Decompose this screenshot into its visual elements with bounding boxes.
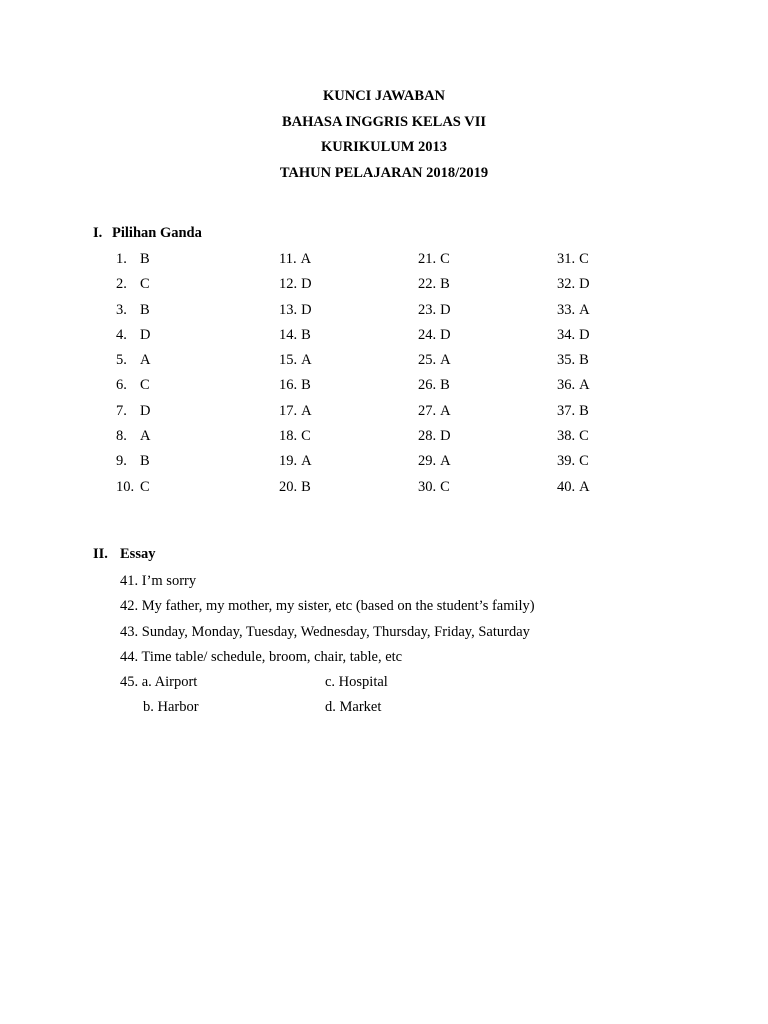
section-heading-essay	[93, 546, 155, 563]
answer-column-3	[418, 249, 451, 502]
title-line-1: KUNCI JAWABAN	[322, 88, 446, 104]
answer-letter: A	[440, 352, 451, 369]
question-number: 13.	[279, 301, 298, 318]
answer-item	[557, 451, 590, 476]
answer-letter: A	[140, 352, 151, 369]
answer-letter: D	[440, 428, 451, 445]
answer-item	[116, 325, 150, 350]
answer-letter: D	[579, 276, 590, 293]
question-number: 18.	[279, 428, 298, 445]
answer-item	[418, 451, 451, 476]
question-number: 32.	[557, 276, 576, 293]
question-number: 31.	[557, 251, 576, 267]
question-number: 19.	[279, 453, 298, 470]
answer-item	[116, 249, 150, 274]
question-number: 39.	[557, 453, 576, 470]
answer-item	[116, 375, 150, 400]
question-number: 28.	[418, 428, 437, 445]
answer-letter: A	[140, 428, 151, 445]
question-number: 26.	[418, 377, 437, 394]
answer-letter: D	[301, 276, 312, 293]
essay-answer-44: 44. Time table/ schedule, broom, chair, table, etc	[120, 648, 403, 665]
question-number: 36.	[557, 377, 576, 394]
question-number: 23.	[418, 301, 437, 318]
answer-item	[557, 401, 590, 426]
answer-item	[279, 477, 312, 502]
essay-option-d: d. Market	[325, 699, 382, 716]
question-number: 4.	[116, 326, 127, 343]
essay-answer-45-row-2	[120, 697, 535, 722]
answer-letter: D	[140, 326, 151, 343]
answer-letter: D	[579, 326, 590, 343]
answer-letter: C	[579, 453, 589, 470]
answer-letter: B	[301, 377, 311, 394]
question-number: 40.	[557, 478, 576, 495]
question-number: 29.	[418, 453, 437, 470]
answer-letter: C	[140, 276, 150, 293]
answer-letter: B	[440, 276, 450, 293]
essay-option-b: b. Harbor	[143, 699, 199, 716]
answer-item	[418, 350, 451, 375]
answer-item	[418, 401, 451, 426]
question-number: 11.	[279, 251, 297, 267]
answer-letter: D	[440, 326, 451, 343]
question-number: 14.	[279, 326, 298, 343]
essay-option-a: a. Airport	[141, 674, 198, 691]
answer-item	[418, 249, 451, 274]
section-title: Pilihan Ganda	[112, 225, 202, 241]
answer-letter: B	[140, 251, 150, 267]
answer-column-4	[557, 249, 590, 502]
answer-item	[279, 401, 312, 426]
question-number: 35.	[557, 352, 576, 369]
answer-letter: B	[301, 326, 311, 343]
answer-item	[557, 325, 590, 350]
answer-item	[557, 274, 590, 299]
answer-letter: D	[301, 301, 312, 318]
question-number: 27.	[418, 402, 437, 419]
answer-item	[279, 249, 312, 274]
answer-letter: C	[140, 478, 150, 495]
question-number: 7.	[116, 402, 127, 419]
question-number: 30.	[418, 478, 437, 495]
question-number: 16.	[279, 377, 298, 394]
question-number: 33.	[557, 301, 576, 318]
answer-item	[279, 274, 312, 299]
answer-letter: B	[440, 377, 450, 394]
answer-letter: B	[140, 453, 150, 470]
answer-letter: B	[579, 352, 589, 369]
answer-item	[279, 325, 312, 350]
answer-item	[279, 300, 312, 325]
answer-letter: D	[440, 301, 451, 318]
answer-letter: C	[140, 377, 150, 394]
question-number: 8.	[116, 428, 127, 445]
answer-item	[557, 300, 590, 325]
answer-item	[557, 426, 590, 451]
question-number: 12.	[279, 276, 298, 293]
answer-letter: C	[301, 428, 311, 445]
answer-item	[418, 477, 451, 502]
answer-item	[279, 451, 312, 476]
answer-letter: A	[440, 402, 451, 419]
answer-item	[279, 426, 312, 451]
question-number: 17.	[279, 402, 298, 419]
answer-item	[116, 401, 150, 426]
question-number: 38.	[557, 428, 576, 445]
title-line-4: TAHUN PELAJARAN 2018/2019	[279, 164, 489, 181]
answer-item	[418, 274, 451, 299]
section-number: II.	[93, 546, 108, 562]
answer-letter: A	[301, 352, 312, 369]
answer-letter: A	[579, 377, 590, 394]
essay-answer-41: 41. I’m sorry	[120, 573, 197, 589]
answer-item	[557, 350, 590, 375]
answer-item	[116, 426, 150, 451]
answer-item	[116, 350, 150, 375]
question-number: 5.	[116, 352, 127, 369]
question-number: 3.	[116, 301, 127, 318]
question-number: 6.	[116, 377, 127, 394]
answer-letter: D	[140, 402, 151, 419]
question-number: 25.	[418, 352, 437, 369]
question-number: 24.	[418, 326, 437, 343]
answer-letter: A	[579, 301, 590, 318]
answer-item	[418, 375, 451, 400]
title-line-2: BAHASA INGGRIS KELAS VII	[281, 113, 486, 130]
section-number: I.	[93, 225, 103, 241]
question-number: 2.	[116, 276, 127, 293]
section-heading-multiple-choice	[93, 225, 202, 242]
question-number: 9.	[116, 453, 127, 470]
answer-item	[116, 451, 150, 476]
section-title: Essay	[120, 546, 156, 562]
answer-letter: B	[301, 478, 311, 495]
question-number: 20.	[279, 478, 298, 495]
question-number: 1.	[116, 251, 127, 267]
answer-letter: A	[440, 453, 451, 470]
answer-item	[116, 274, 150, 299]
answer-item	[116, 477, 150, 502]
answer-letter: A	[301, 402, 312, 419]
answer-letter: B	[579, 402, 589, 419]
answer-item	[116, 300, 150, 325]
essay-answer-45-row-1	[120, 672, 535, 697]
answer-letter: C	[579, 428, 589, 445]
question-number: 21.	[418, 251, 437, 267]
answer-column-2	[279, 249, 312, 502]
answer-letter: A	[579, 478, 590, 495]
answer-letter: B	[140, 301, 150, 318]
essay-answers	[120, 571, 535, 723]
answer-item	[557, 249, 590, 274]
answer-item	[279, 375, 312, 400]
question-number: 22.	[418, 276, 437, 293]
essay-question-number: 45.	[120, 674, 139, 691]
question-number: 10.	[116, 478, 135, 495]
essay-answer-42: 42. My father, my mother, my sister, etc (based on the student’s family)	[120, 598, 535, 615]
answer-item	[557, 375, 590, 400]
answer-column-1	[116, 249, 150, 502]
answer-item	[418, 300, 451, 325]
essay-answer-43: 43. Sunday, Monday, Tuesday, Wednesday, Thursday, Friday, Saturday	[120, 623, 530, 640]
question-number: 34.	[557, 326, 576, 343]
answer-item	[418, 325, 451, 350]
answer-item	[418, 426, 451, 451]
answer-item	[557, 477, 590, 502]
answer-item	[279, 350, 312, 375]
answer-letter: A	[301, 453, 312, 470]
title-line-3: KURIKULUM 2013	[320, 139, 448, 155]
answer-letter: A	[300, 251, 312, 267]
essay-option-c: c. Hospital	[325, 674, 388, 691]
question-number: 15.	[279, 352, 298, 369]
answer-letter: C	[579, 251, 589, 267]
question-number: 37.	[557, 402, 576, 419]
document-title-block	[0, 86, 768, 188]
answer-letter: C	[440, 251, 450, 267]
answer-letter: C	[440, 478, 450, 495]
